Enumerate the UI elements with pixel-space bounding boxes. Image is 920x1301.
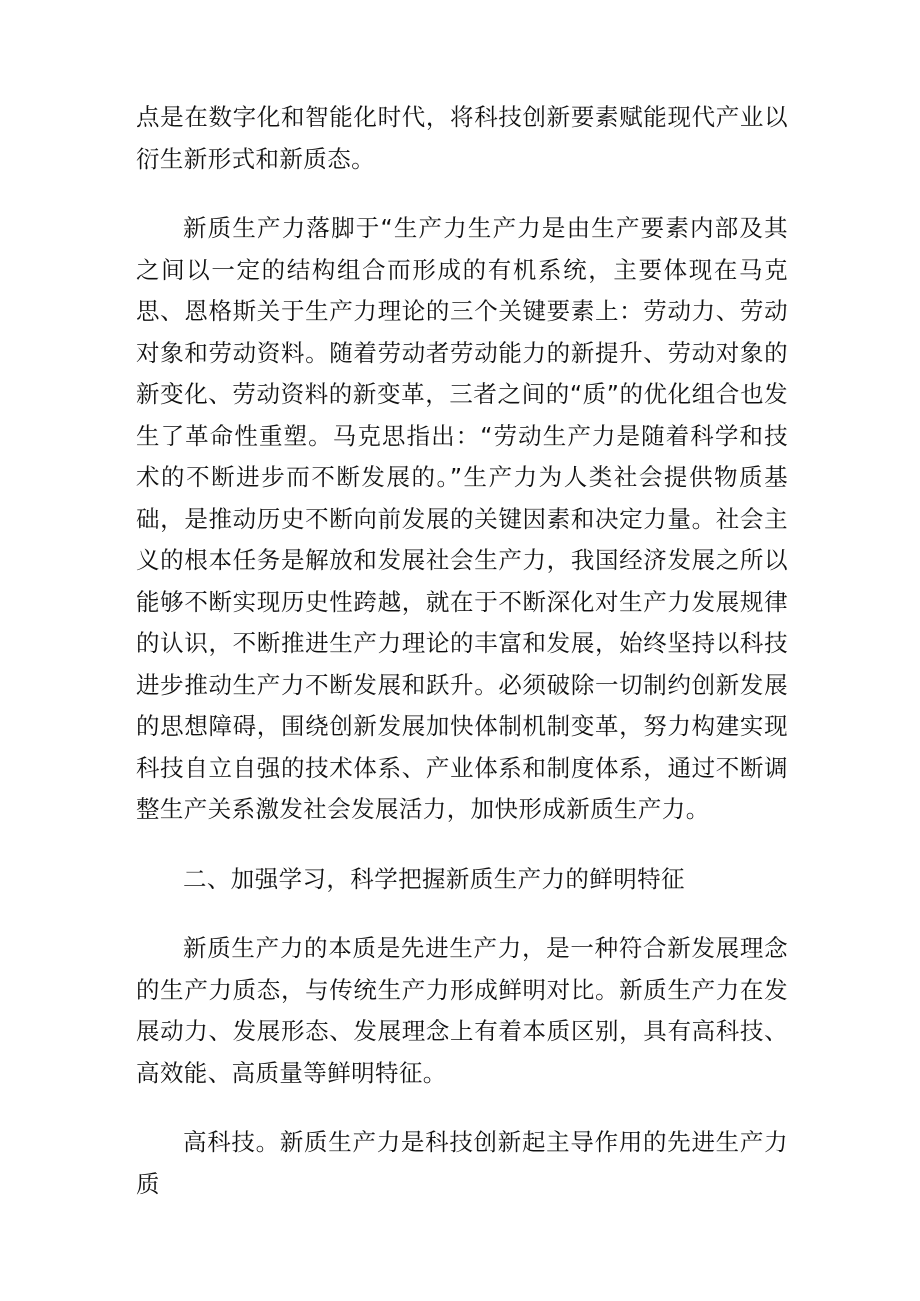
paragraph-essence: 新质生产力的本质是先进生产力，是一种符合新发展理念的生产力质态，与传统生产力形成鲜明对比。新质生产力在发展动力、发展形态、发展理念上有着本质区别，具有高科技、高效能、高质量等鲜明特征。 [136, 934, 788, 1087]
paragraph-continuation: 点是在数字化和智能化时代，将科技创新要素赋能现代产业以衍生新形式和新质态。 [136, 103, 788, 173]
paragraph-productivity-foundation: 新质生产力落脚于“生产力生产力是由生产要素内部及其之间以一定的结构组合而形成的有机系统，主要体现在马克思、恩格斯关于生产力理论的三个关键要素上：劳动力、劳动对象和劳动资料。随着劳动者劳动能力的新提升、劳动对象的新变化、劳动资料的新变革，三者之间的“质”的优化组合也发生了革命性重塑。马克思指出：“劳动生产力是随着科学和技术的不断进步而不断发展的。”生产力为人类社会提供物质基础，是推动历史不断向前发展的关键因素和决定力量。社会主义的根本任务是解放和发展社会生产力，我国经济发展之所以能够不断实现历史性跨越，就在于不断深化对生产力发展规律的认识，不断推进生产力理论的丰富和发展，始终坚持以科技进步推动生产力不断发展和跃升。必须破除一切制约创新发展的思想障碍，围绕创新发展加快体制机制变革，努力构建实现科技自立自强的技术体系、产业体系和制度体系，通过不断调整生产关系激发社会发展活力，加快形成新质生产力。 [136, 214, 788, 823]
document-body [136, 97, 788, 1205]
paragraph-high-tech: 高科技。新质生产力是科技创新起主导作用的先进生产力质 [136, 1128, 788, 1198]
section-heading: 二、加强学习，科学把握新质生产力的鲜明特征 [183, 864, 685, 893]
